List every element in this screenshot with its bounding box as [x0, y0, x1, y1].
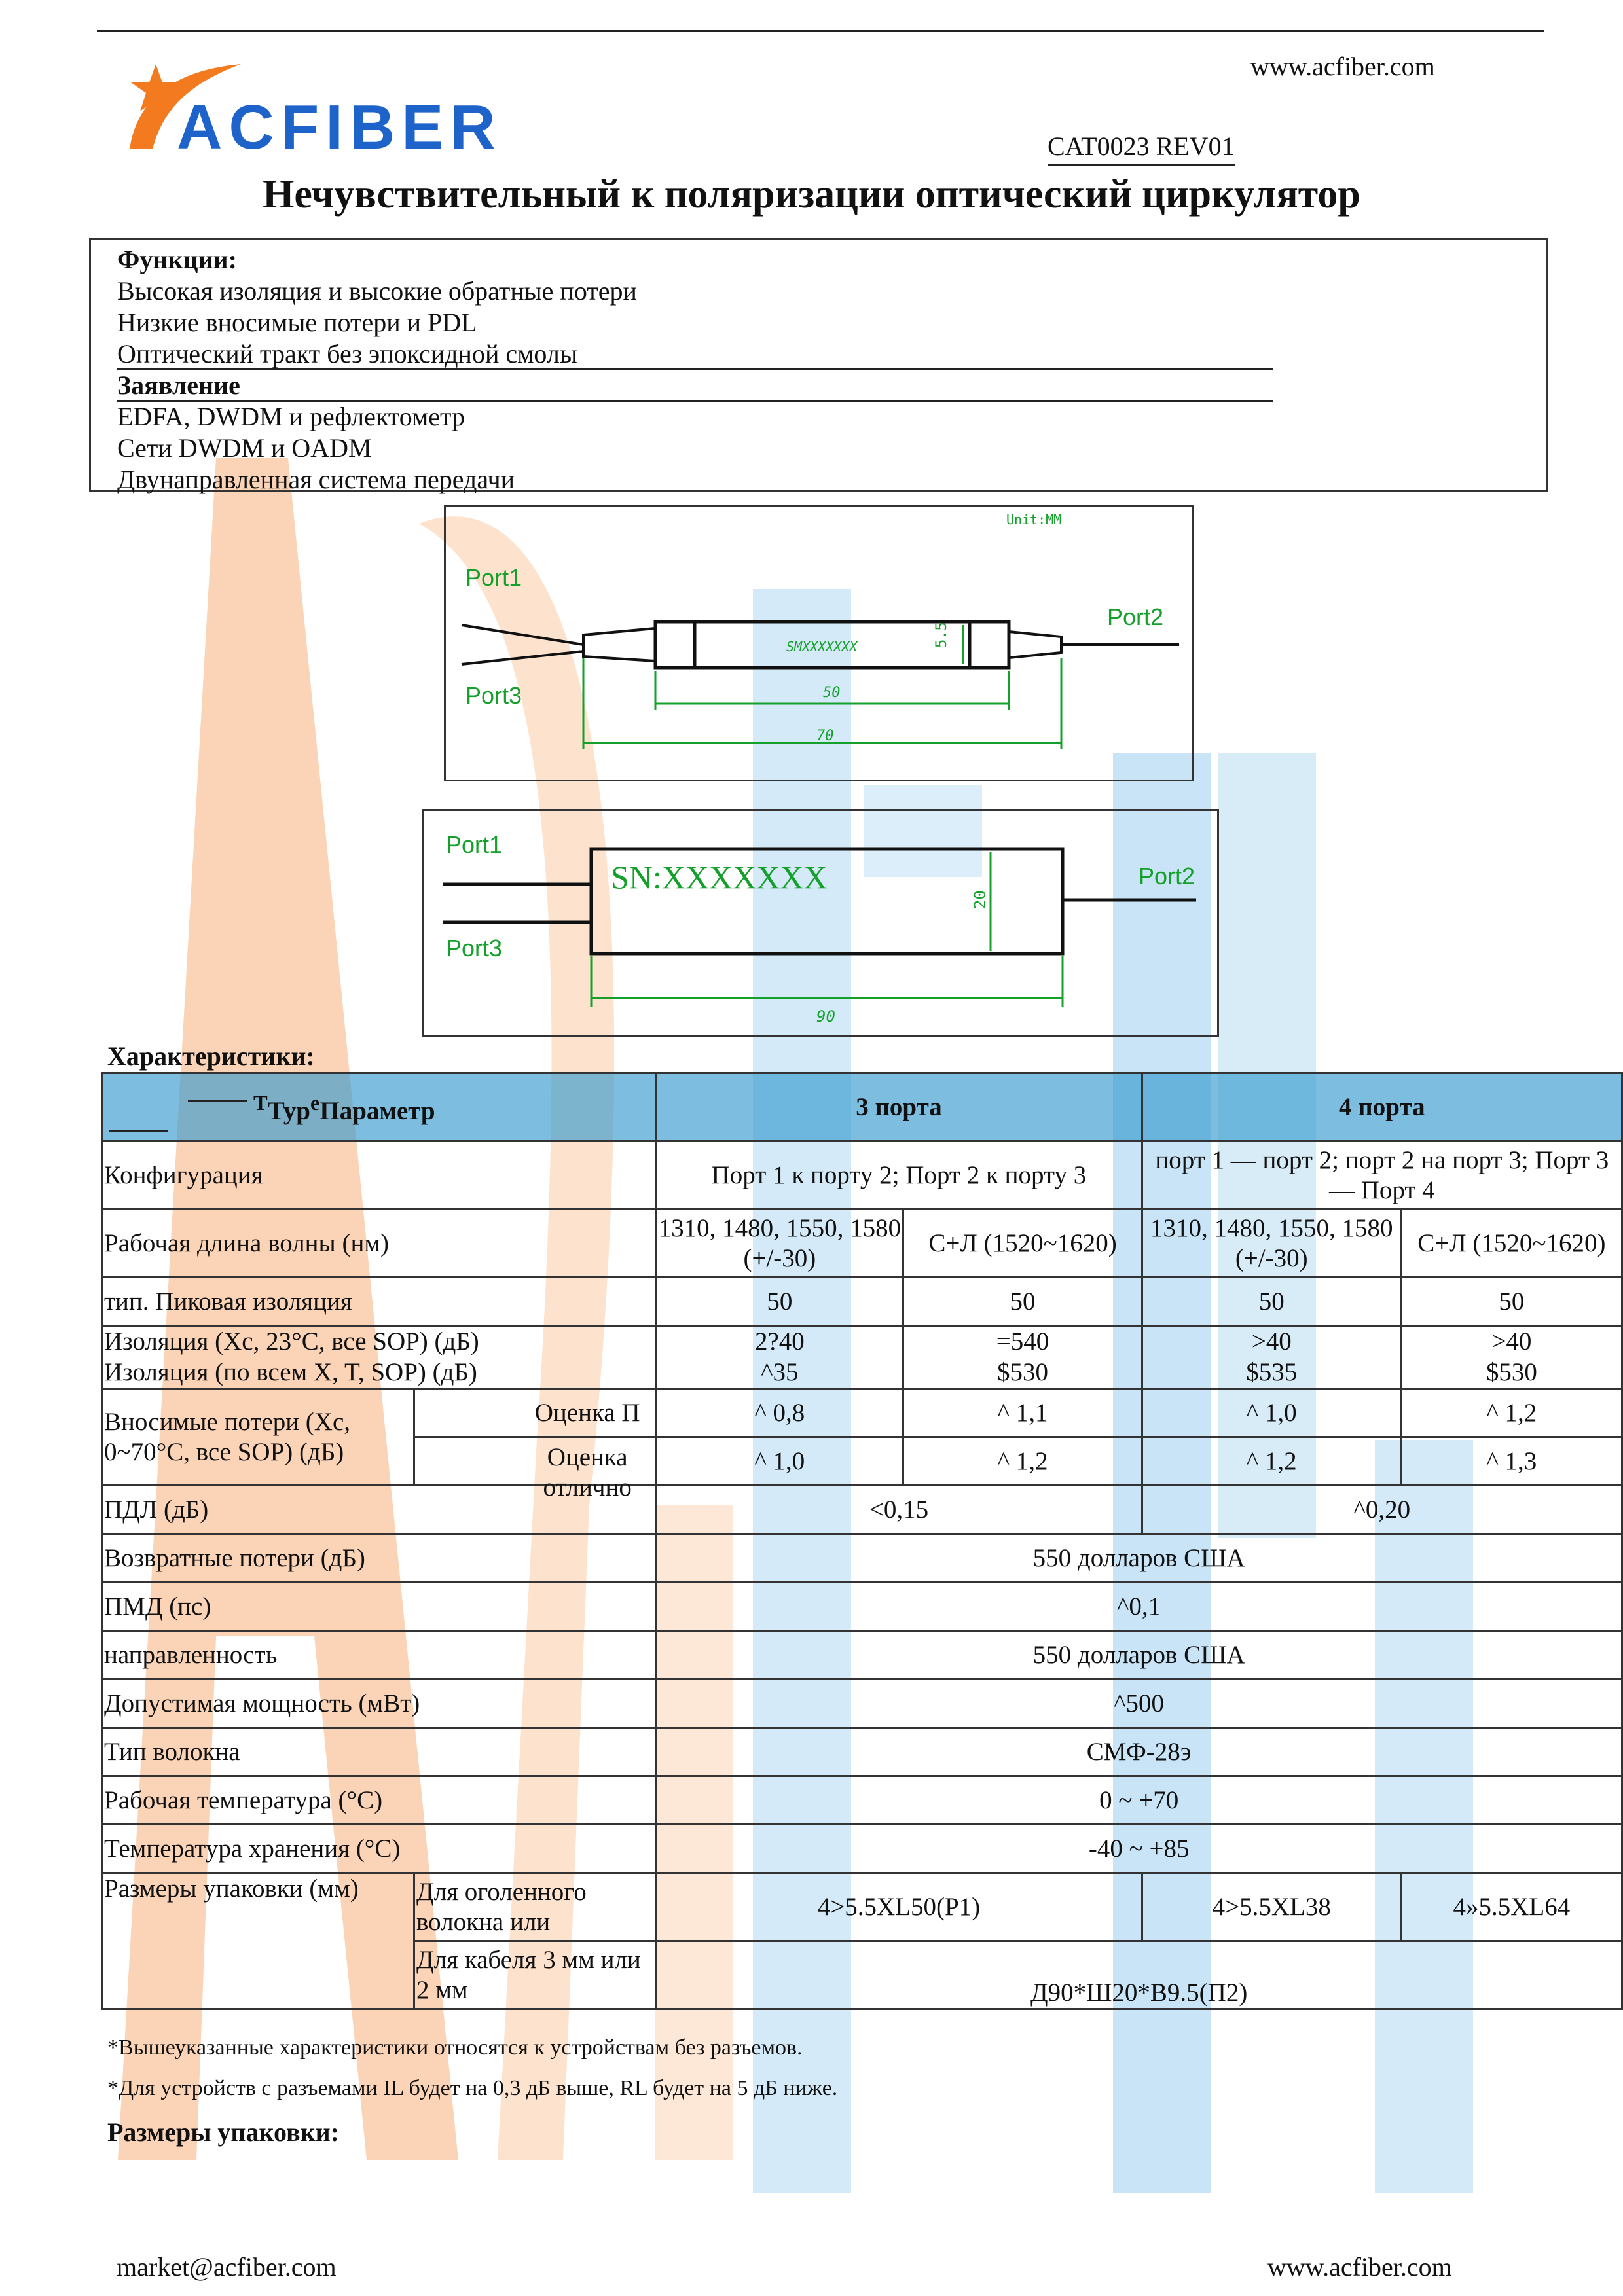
application-item: EDFA, DWDM и рефлектометр	[117, 402, 465, 431]
cell: ^ 1,2	[1401, 1389, 1622, 1437]
cell: C+Л (1520~1620)	[1401, 1210, 1622, 1278]
header-rule	[97, 30, 1544, 32]
cell: ^0,20	[1142, 1486, 1622, 1534]
footnote: *Вышеуказанные характеристики относятся к устройствам без разъемов.	[107, 2036, 803, 2060]
row-label: Рабочая температура (°C)	[102, 1776, 656, 1825]
cell: ^ 1,0	[1142, 1389, 1401, 1437]
circulator-drawing-box	[422, 809, 1219, 1037]
table-row	[102, 1278, 1622, 1326]
port1-label: Port1	[446, 831, 503, 858]
cell: 50	[903, 1278, 1142, 1326]
header-3port: 3 порта	[656, 1073, 1142, 1141]
port3-label: Port3	[465, 682, 522, 709]
height-label: 20	[971, 890, 989, 909]
total-length-label: 70	[816, 728, 834, 744]
row-label: Изоляция (по всем X, T, SOP) (дБ)	[102, 1357, 656, 1389]
acfiber-logo	[117, 51, 502, 162]
unit-label: Unit:MM	[1006, 512, 1062, 528]
cell: 1310, 1480, 1550, 1580 (+/-30)	[656, 1210, 903, 1278]
cell: $530	[1401, 1357, 1622, 1389]
logo-text: ACFIBER	[177, 92, 502, 162]
applications-heading: Заявление	[117, 370, 240, 400]
cell: ^ 1,2	[903, 1437, 1142, 1486]
param-header	[102, 1073, 656, 1141]
cell: Порт 1 к порту 2; Порт 2 к порту 3	[656, 1141, 1142, 1210]
circulator-drawing-3port	[444, 505, 1194, 781]
param-sup: T	[253, 1091, 268, 1115]
footnote: *Для устройств с разъемами IL будет на 0,3 дБ выше, RL будет на 5 дБ ниже.	[107, 2076, 838, 2100]
cell: >40	[1401, 1326, 1622, 1357]
spec-table	[101, 1072, 1623, 2010]
cell: 4>5.5XL50(P1)	[656, 1873, 1142, 1941]
cell: 50	[1401, 1278, 1622, 1326]
row-label: Конфигурация	[102, 1141, 656, 1210]
table-row	[102, 1141, 1622, 1210]
row-label: ПМД (пс)	[102, 1583, 656, 1631]
sub-label: Для кабеля 3 мм или 2 мм	[414, 1941, 656, 2009]
length-label: 90	[816, 1007, 835, 1026]
param-sup: e	[310, 1091, 320, 1115]
body-length-label: 50	[823, 685, 841, 701]
cell: ^ 0,8	[656, 1389, 903, 1437]
feature-item: Низкие вносимые потери и PDL	[117, 308, 477, 337]
header-4port: 4 порта	[1142, 1073, 1622, 1141]
table-row	[102, 1583, 1622, 1631]
features-box	[89, 238, 1548, 492]
port2-label: Port2	[1107, 603, 1164, 630]
table-row	[102, 1873, 1622, 1941]
cell: -40 ~ +85	[656, 1825, 1622, 1873]
header-website[interactable]: www.acfiber.com	[1250, 52, 1435, 81]
serial-label: SN:XXXXXXX	[611, 859, 828, 895]
cell: <0,15	[656, 1486, 1142, 1534]
cell: 550 долларов США	[656, 1631, 1622, 1679]
dia-label: 5.5	[934, 622, 950, 648]
serial-label: SMXXXXXXX	[786, 639, 858, 655]
application-item: Двунаправленная система передачи	[117, 465, 515, 494]
features-heading: Функции:	[117, 245, 237, 274]
characteristics-heading: Характеристики:	[107, 1041, 315, 1071]
table-row	[102, 1210, 1622, 1278]
cell: ^ 1,2	[1142, 1437, 1401, 1486]
cell: 2?40	[656, 1326, 903, 1357]
row-label: Допустимая мощность (мВт)	[102, 1679, 656, 1728]
row-label: Изоляция (Хс, 23°С, все SOP) (дБ)	[102, 1326, 656, 1357]
row-label: Возвратные потери (дБ)	[102, 1534, 656, 1583]
table-row	[102, 1776, 1622, 1825]
cell: ^500	[656, 1679, 1622, 1728]
cell: Д90*Ш20*В9.5(П2)	[656, 1941, 1622, 2009]
cell: $535	[1142, 1357, 1401, 1389]
table-row	[102, 1326, 1622, 1357]
table-header-row	[102, 1073, 1622, 1141]
cell: 550 долларов США	[656, 1534, 1622, 1583]
table-row	[102, 1825, 1622, 1873]
table-row	[102, 1357, 1622, 1389]
row-label: направленность	[102, 1631, 656, 1679]
cell: 4>5.5XL38	[1142, 1873, 1401, 1941]
feature-item: Оптический тракт без эпоксидной смолы	[117, 339, 577, 368]
feature-item: Высокая изоляция и высокие обратные потери	[117, 276, 637, 306]
cell: 1310, 1480, 1550, 1580 (+/-30)	[1142, 1210, 1401, 1278]
port2-label: Port2	[1139, 863, 1195, 889]
footer-website[interactable]: www.acfiber.com	[1267, 2252, 1452, 2282]
row-label: Размеры упаковки (мм)	[102, 1873, 414, 2009]
cell: 0 ~ +70	[656, 1776, 1622, 1825]
cell: 50	[1142, 1278, 1401, 1326]
page-title: Нечувствительный к поляризации оптический циркулятор	[263, 172, 1360, 217]
port1-label: Port1	[465, 564, 522, 591]
table-row	[102, 1389, 1622, 1437]
catalog-number: CAT0023 REV01	[1048, 131, 1235, 166]
table-row	[102, 1728, 1622, 1776]
cell: C+Л (1520~1620)	[903, 1210, 1142, 1278]
row-label: Тип волокна	[102, 1728, 656, 1776]
cell: =540	[903, 1326, 1142, 1357]
package-dimensions-heading: Размеры упаковки:	[107, 2117, 340, 2147]
table-row	[102, 1631, 1622, 1679]
table-row	[102, 1486, 1622, 1534]
row-label: Температура хранения (°C)	[102, 1825, 656, 1873]
cell: >40	[1142, 1326, 1401, 1357]
cell: ^ 1,1	[903, 1389, 1142, 1437]
cell: 50	[656, 1278, 903, 1326]
cell: ^ 1,0	[656, 1437, 903, 1486]
footer-email[interactable]: market@acfiber.com	[117, 2252, 337, 2282]
cell: $530	[903, 1357, 1142, 1389]
cell: порт 1 — порт 2; порт 2 на порт 3; Порт 3 — Порт 4	[1142, 1141, 1622, 1210]
row-label: Рабочая длина волны (нм)	[102, 1210, 656, 1278]
il-label: Вносимые потери (Хс, 0~70°С, все SOP) (дБ)	[104, 1407, 351, 1466]
row-label: тип. Пиковая изоляция	[102, 1278, 656, 1326]
sub-label: Для оголенного волокна или	[414, 1873, 656, 1941]
application-item: Сети DWDM и OADM	[117, 433, 372, 463]
row-label: ПДЛ (дБ)	[102, 1486, 656, 1534]
table-row	[102, 1679, 1622, 1728]
param-label: Параметр	[319, 1096, 435, 1125]
cell: СМФ-28э	[656, 1728, 1622, 1776]
grade-label: Оценка П	[414, 1389, 656, 1437]
grade-label-text: Оценка отлично	[543, 1443, 632, 1501]
param-prefix: Тур	[267, 1096, 310, 1125]
row-label	[102, 1389, 414, 1486]
port3-label: Port3	[446, 935, 503, 961]
underline	[117, 368, 1273, 370]
cell: ^35	[656, 1357, 903, 1389]
cell: ^ 1,3	[1401, 1437, 1622, 1486]
table-row	[102, 1534, 1622, 1583]
cell: 4»5.5XL64	[1401, 1873, 1622, 1941]
cell: ^0,1	[656, 1583, 1622, 1631]
grade-label	[414, 1437, 656, 1501]
